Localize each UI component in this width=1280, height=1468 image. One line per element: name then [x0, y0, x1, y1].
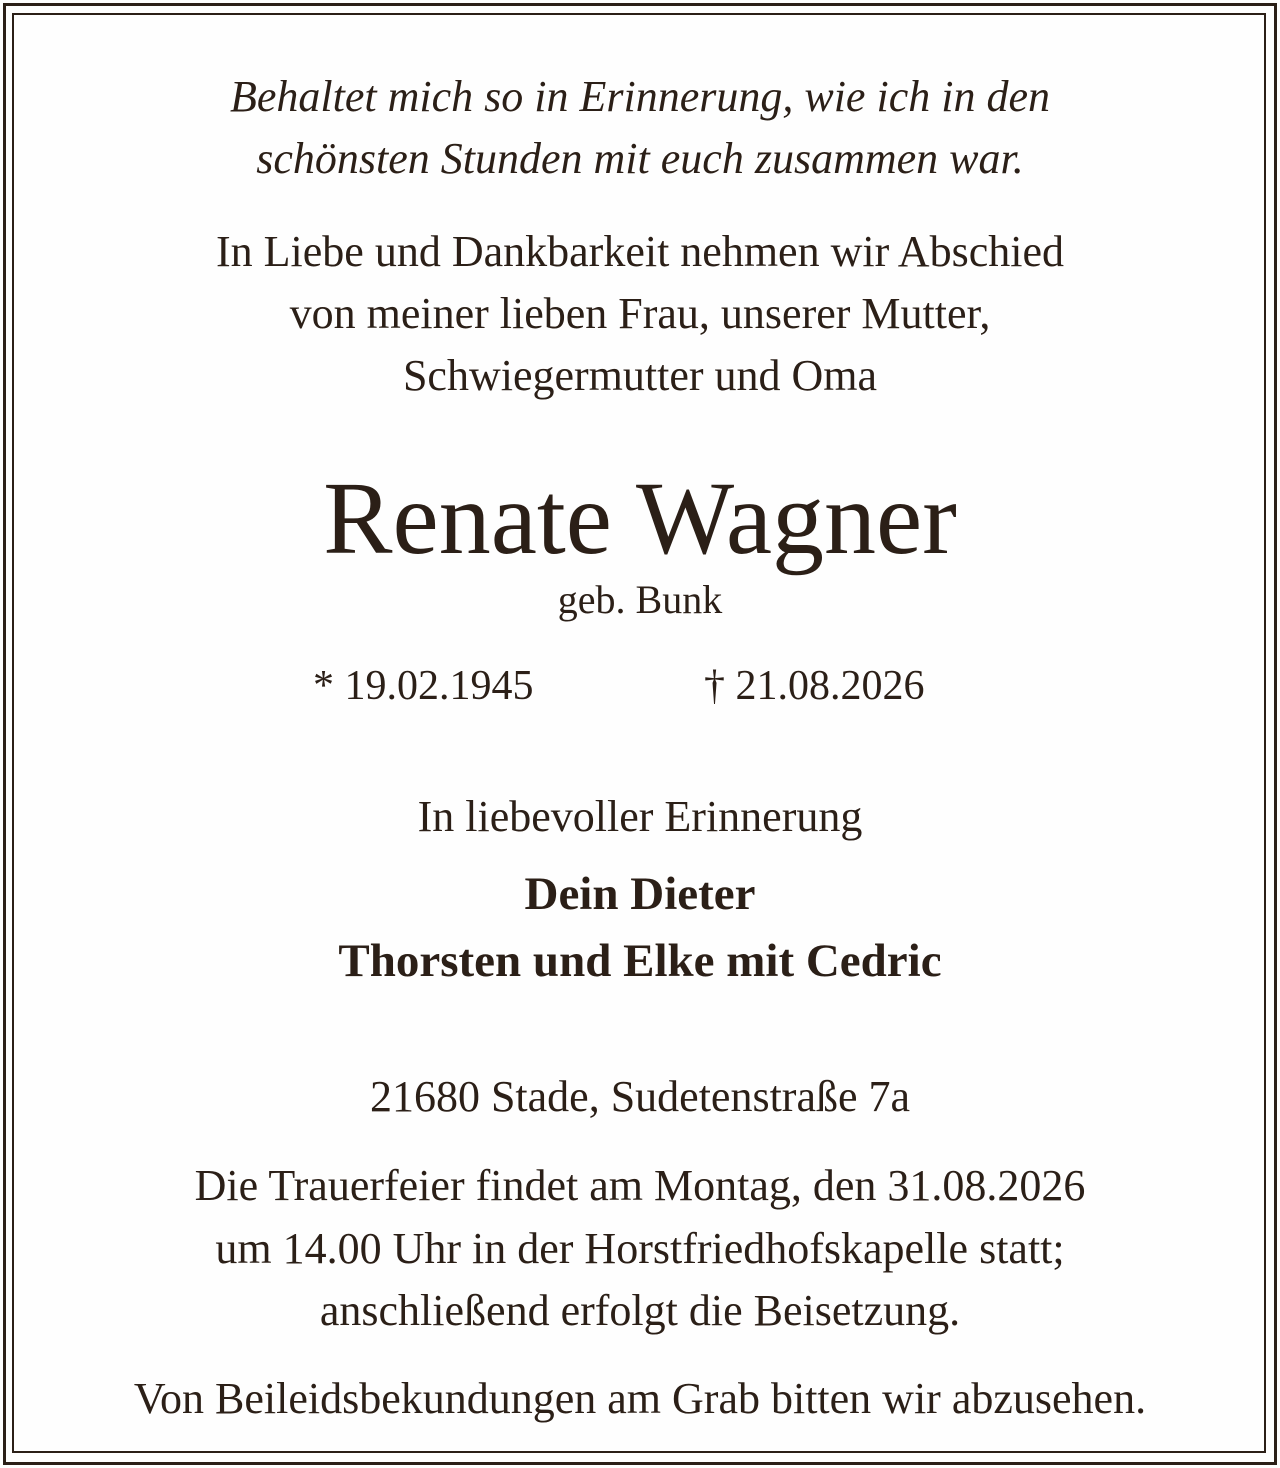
intro-line-2: von meiner lieben Frau, unserer Mutter,: [289, 289, 991, 338]
birth-date: * 19.02.1945: [313, 663, 534, 709]
ceremony-line-1: Die Trauerfeier findet am Montag, den 31.08.2026: [194, 1161, 1086, 1210]
family-address: 21680 Stade, Sudetenstraße 7a: [369, 1072, 911, 1121]
signer-line-2: Thorsten und Elke mit Cedric: [338, 935, 942, 987]
intro-line-1: In Liebe und Dankbarkeit nehmen wir Abschied: [216, 227, 1064, 276]
intro-line-3: Schwiegermutter und Oma: [402, 351, 878, 400]
death-date: † 21.08.2026: [704, 663, 925, 709]
quote-line-1: Behaltet mich so in Erinnerung, wie ich in den: [230, 72, 1050, 121]
memory-line: In liebevoller Erinnerung: [417, 792, 863, 841]
deceased-name: Renate Wagner: [323, 461, 957, 576]
ceremony-line-3: anschließend erfolgt die Beisetzung.: [319, 1286, 961, 1335]
maiden-name: geb. Bunk: [557, 577, 723, 622]
signer-line-1: Dein Dieter: [524, 868, 756, 920]
ceremony-line-2: um 14.00 Uhr in der Horstfriedhofskapelle statt;: [215, 1224, 1065, 1273]
closing-note: Von Beileidsbekundungen am Grab bitten wir abzusehen.: [133, 1374, 1147, 1423]
quote-line-2: schönsten Stunden mit euch zusammen war.: [256, 134, 1024, 183]
